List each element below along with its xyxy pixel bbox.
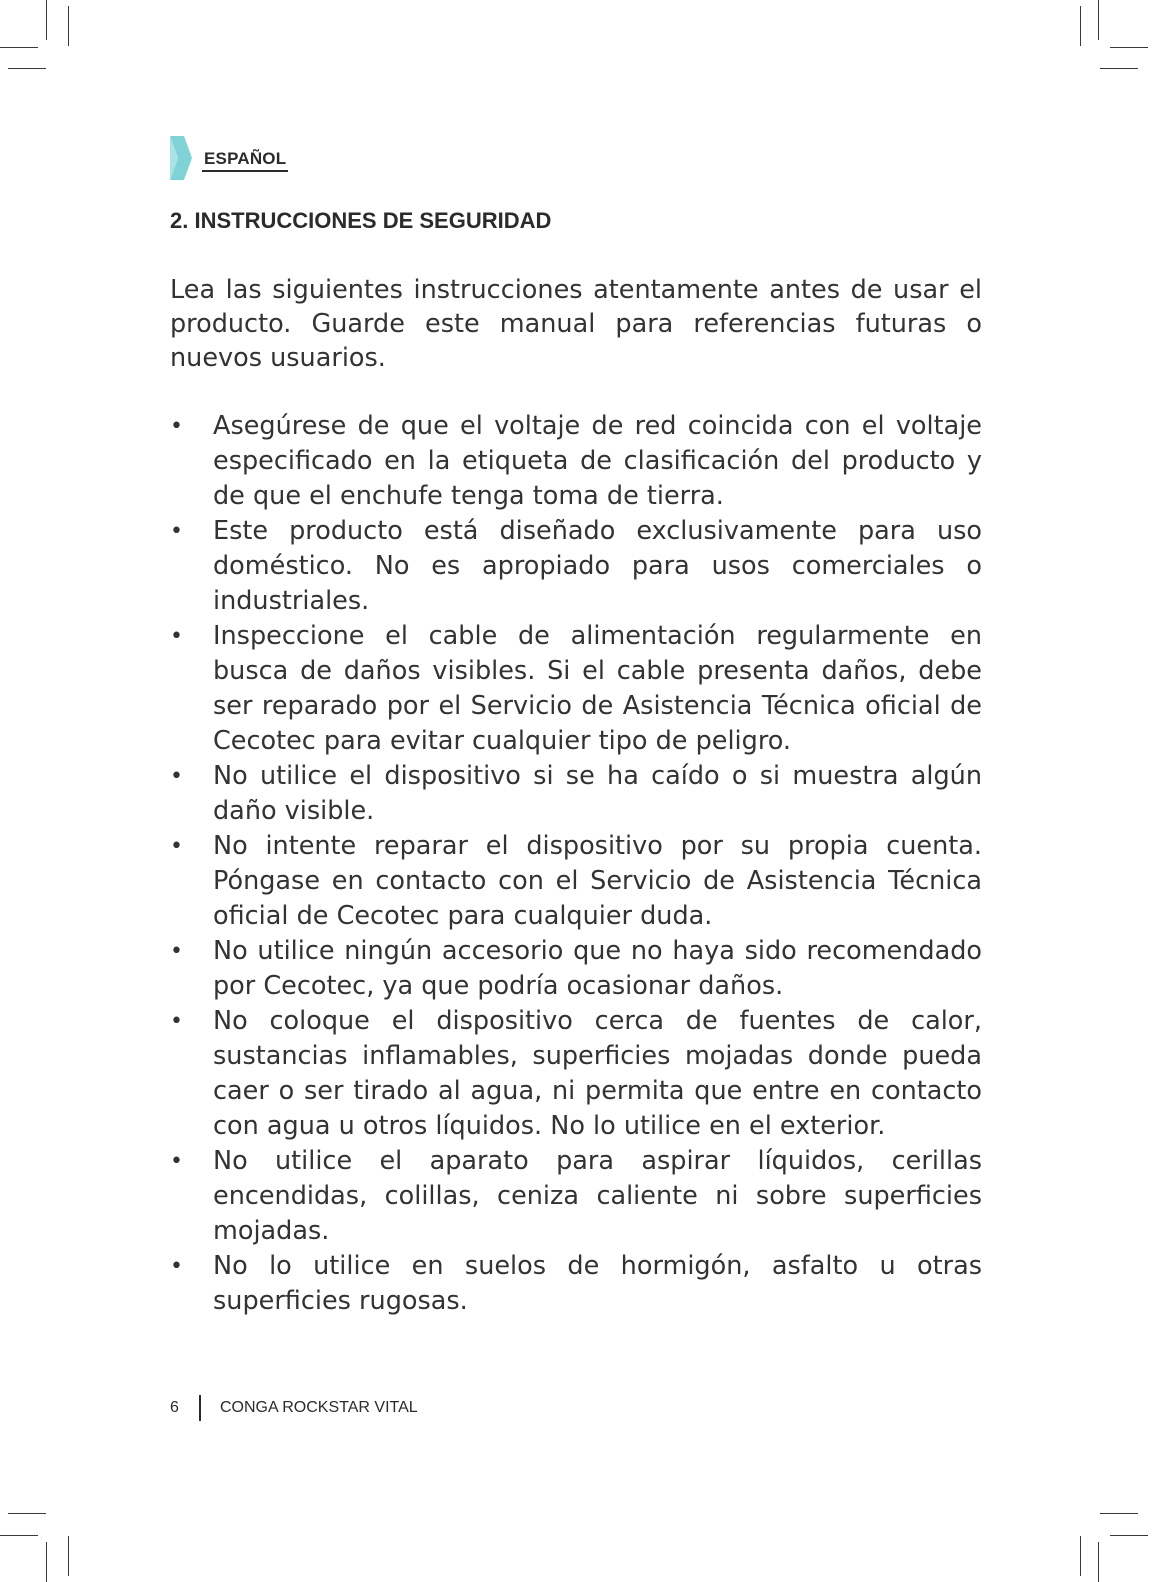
bullet-icon: • bbox=[170, 1254, 183, 1279]
brand-arrow-icon bbox=[170, 136, 194, 180]
safety-instructions-list bbox=[170, 409, 982, 1319]
intro-paragraph: Lea las siguientes instrucciones atentamente antes de usar el producto. Guarde este manual para referencias futuras o nuevos usuarios. bbox=[170, 275, 982, 373]
crop-mark bbox=[1080, 6, 1081, 46]
bullet-icon: • bbox=[170, 939, 183, 964]
crop-mark bbox=[1100, 1513, 1138, 1514]
instruction-text: No intente reparar el dispositivo por su propia cuenta. Póngase en contacto con el Servicio de Asistencia Técnica oficial de Cecotec para cualquier duda. bbox=[213, 831, 982, 931]
crop-mark bbox=[1098, 0, 1099, 40]
language-tag bbox=[170, 134, 300, 182]
bullet-icon: • bbox=[170, 834, 183, 859]
crop-mark bbox=[68, 6, 69, 46]
list-item bbox=[170, 619, 982, 759]
crop-mark bbox=[1110, 1535, 1148, 1536]
list-item bbox=[170, 829, 982, 934]
instruction-text: No utilice ningún accesorio que no haya sido recomendado por Cecotec, ya que podría ocasionar daños. bbox=[213, 936, 982, 1001]
footer-divider bbox=[199, 1395, 201, 1421]
instruction-text: No lo utilice en suelos de hormigón, asfalto u otras superficies rugosas. bbox=[213, 1251, 982, 1316]
crop-mark bbox=[0, 47, 38, 48]
list-item bbox=[170, 514, 982, 619]
page-number: 6 bbox=[170, 1399, 179, 1416]
instruction-text: No coloque el dispositivo cerca de fuentes de calor, sustancias inflamables, superficies mojadas donde pueda caer o ser tirado al agua, ni permita que entre en contacto con agua u otros líquidos. No lo utilice en el exterior. bbox=[213, 1006, 982, 1141]
bullet-icon: • bbox=[170, 1149, 183, 1174]
crop-mark bbox=[46, 1542, 47, 1582]
crop-mark bbox=[1080, 1536, 1081, 1576]
crop-mark bbox=[1110, 47, 1148, 48]
crop-mark bbox=[46, 0, 47, 40]
bullet-icon: • bbox=[170, 1009, 183, 1034]
crop-mark bbox=[8, 68, 46, 69]
language-label: ESPAÑOL bbox=[204, 149, 287, 168]
instruction-text: Inspeccione el cable de alimentación regularmente en busca de daños visibles. Si el cable presenta daños, debe ser reparado por el Servicio de Asistencia Técnica oficial de Cecotec para evitar cualquier tipo de peligro. bbox=[213, 621, 982, 756]
crop-mark bbox=[68, 1536, 69, 1576]
instruction-text: No utilice el aparato para aspirar líquidos, cerillas encendidas, colillas, ceniza caliente ni sobre superficies mojadas. bbox=[213, 1146, 982, 1246]
crop-mark bbox=[1100, 68, 1138, 69]
crop-mark bbox=[0, 1535, 38, 1536]
crop-mark bbox=[8, 1513, 46, 1514]
list-item bbox=[170, 1004, 982, 1144]
bullet-icon: • bbox=[170, 764, 183, 789]
list-item bbox=[170, 409, 982, 514]
list-item bbox=[170, 934, 982, 1004]
product-name: CONGA ROCKSTAR VITAL bbox=[220, 1399, 418, 1416]
list-item bbox=[170, 1249, 982, 1319]
bullet-icon: • bbox=[170, 624, 183, 649]
crop-mark bbox=[1098, 1542, 1099, 1582]
bullet-icon: • bbox=[170, 519, 183, 544]
list-item bbox=[170, 1144, 982, 1249]
list-item bbox=[170, 759, 982, 829]
language-underline bbox=[202, 170, 288, 172]
instruction-text: Este producto está diseñado exclusivamente para uso doméstico. No es apropiado para usos comerciales o industriales. bbox=[213, 516, 982, 616]
section-title: 2. INSTRUCCIONES DE SEGURIDAD bbox=[170, 208, 552, 233]
instruction-text: Asegúrese de que el voltaje de red coincida con el voltaje especificado en la etiqueta de clasificación del producto y de que el enchufe tenga toma de tierra. bbox=[213, 411, 982, 511]
bullet-icon: • bbox=[170, 414, 183, 439]
instruction-text: No utilice el dispositivo si se ha caído o si muestra algún daño visible. bbox=[213, 761, 982, 826]
